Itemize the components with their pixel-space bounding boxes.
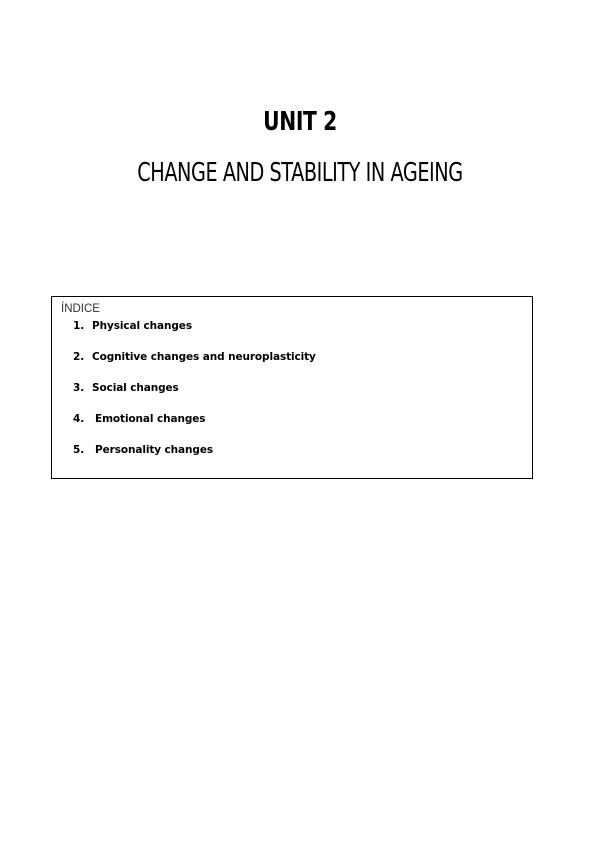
- index-item-physical-changes: [73, 320, 316, 351]
- index-item-cognitive-changes: [73, 351, 316, 382]
- index-box: [51, 296, 533, 479]
- index-item-label: Cognitive changes and neuroplasticity: [92, 351, 316, 363]
- unit-subtitle: CHANGE AND STABILITY IN AGEING: [137, 158, 463, 188]
- index-item-label: Physical changes: [92, 320, 192, 332]
- index-list: [73, 320, 316, 475]
- index-item-personality-changes: [73, 444, 316, 475]
- index-item-label: Personality changes: [95, 444, 213, 456]
- index-heading: ÍNDICE: [61, 303, 100, 315]
- index-item-number: 5.: [73, 444, 85, 456]
- index-item-number: 3.: [73, 382, 85, 394]
- unit-title: UNIT 2: [263, 107, 337, 137]
- index-item-label: Emotional changes: [95, 413, 206, 425]
- index-item-number: 4.: [73, 413, 85, 425]
- index-item-emotional-changes: [73, 413, 316, 444]
- index-item-number: 1.: [73, 320, 85, 332]
- index-item-label: Social changes: [92, 382, 179, 394]
- index-item-number: 2.: [73, 351, 85, 363]
- index-item-social-changes: [73, 382, 316, 413]
